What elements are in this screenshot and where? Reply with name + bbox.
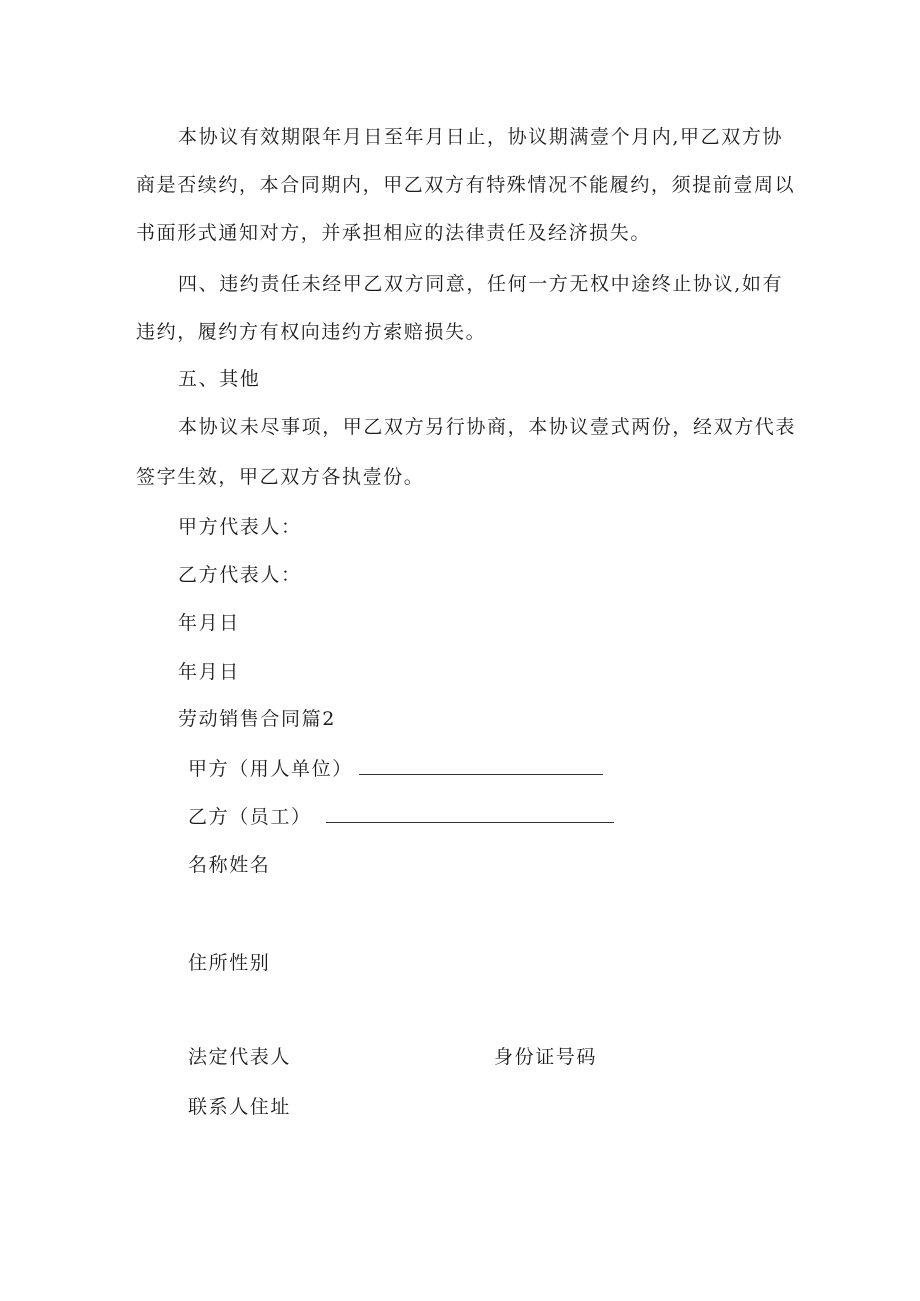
party-b-representative-label: 乙方代表人： (178, 564, 302, 586)
address-gender-label: 住所性别 (188, 952, 271, 974)
misc-paragraph-line-1: 本协议未尽事项，甲乙双方另行协商，本协议壹式两份，经双方代表 (178, 416, 797, 438)
party-a-fill-in-line[interactable] (359, 756, 603, 775)
party-a-employer-label: 甲方（用人单位） (188, 758, 353, 780)
party-b-employee-label: 乙方（员工） (188, 806, 312, 828)
breach-paragraph-line-2: 违约，履约方有权向违约方索赔损失。 (136, 321, 487, 343)
legal-representative-label: 法定代表人 (188, 1046, 292, 1068)
party-b-employee-row (188, 804, 614, 830)
party-a-employer-row (188, 756, 603, 782)
breach-paragraph-line-1: 四、违约责任未经甲乙双方同意，任何一方无权中途终止协议,如有 (178, 273, 784, 295)
name-label: 名称姓名 (188, 854, 271, 876)
contract-2-heading: 劳动销售合同篇2 (178, 708, 336, 730)
section-five-heading: 五、其他 (178, 368, 261, 390)
misc-paragraph-line-2: 签字生效，甲乙双方各执壹份。 (136, 466, 425, 488)
term-paragraph-line-3: 书面形式通知对方，并承担相应的法律责任及经济损失。 (136, 222, 652, 244)
party-a-representative-label: 甲方代表人： (178, 516, 302, 538)
id-number-label: 身份证号码 (494, 1046, 598, 1068)
date-line-1: 年月日 (178, 612, 240, 634)
party-b-fill-in-line[interactable] (326, 804, 614, 823)
term-paragraph-line-2: 商是否续约，本合同期内，甲乙双方有特殊情况不能履约，须提前壹周以 (136, 174, 796, 196)
date-line-2: 年月日 (178, 661, 240, 683)
contact-address-label: 联系人住址 (188, 1096, 292, 1118)
term-paragraph-line-1: 本协议有效期限年月日至年月日止，协议期满壹个月内,甲乙双方协 (178, 126, 784, 148)
